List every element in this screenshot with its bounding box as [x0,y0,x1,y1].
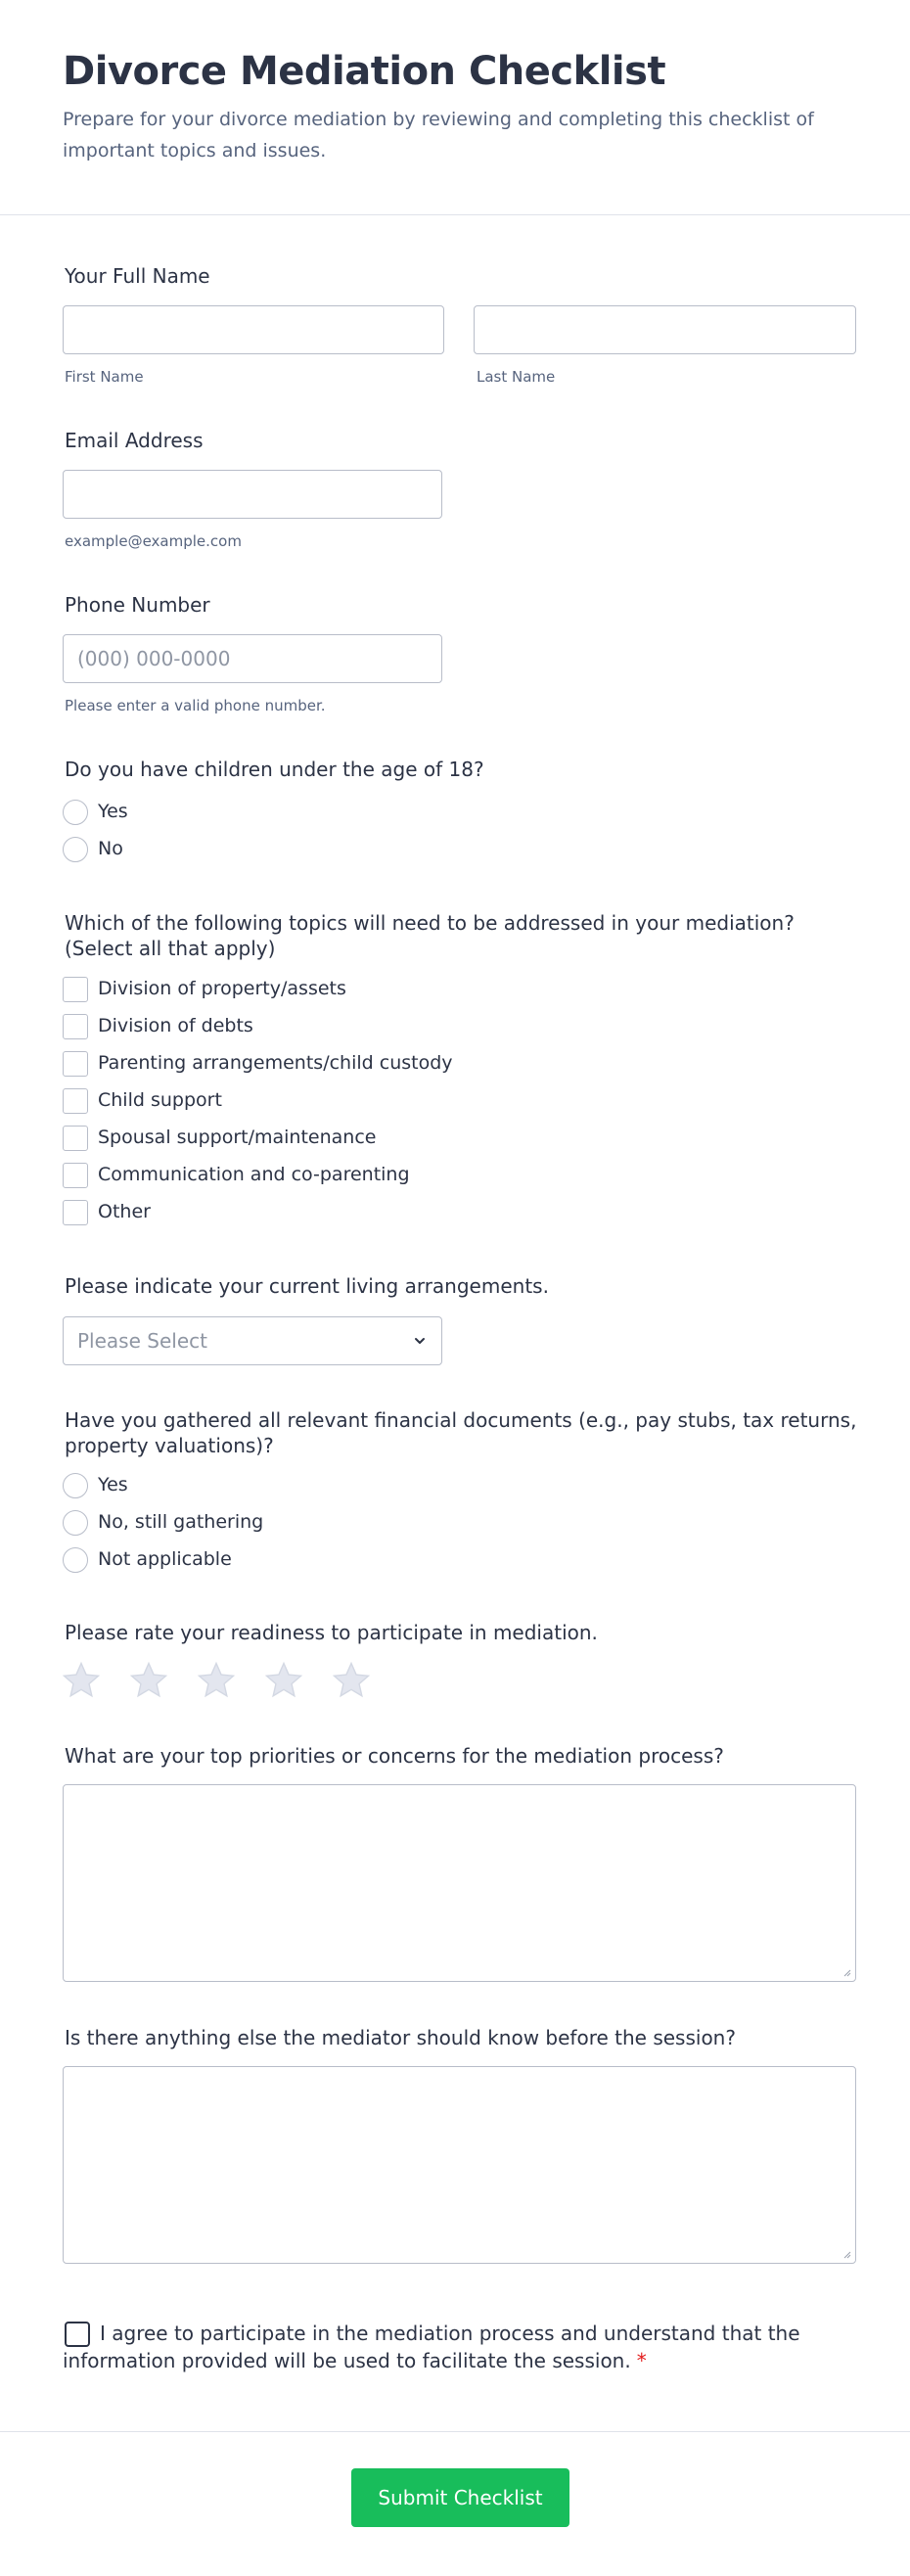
phone-label: Phone Number [65,593,210,617]
form-header [0,0,910,215]
topic-debts-checkbox[interactable] [63,1014,88,1039]
topic-spousal-support-label[interactable]: Spousal support/maintenance [98,1127,377,1148]
star-4-icon[interactable] [263,1660,304,1701]
page-title: Divorce Mediation Checklist [63,49,666,94]
first-name-input[interactable] [63,305,444,354]
email-label: Email Address [65,429,204,452]
topic-communication-label[interactable]: Communication and co-parenting [98,1164,410,1185]
chevron-down-icon [410,1331,430,1351]
star-2-icon[interactable] [128,1660,169,1701]
financial-gathering-radio[interactable] [63,1510,88,1536]
full-name-label: Your Full Name [65,264,210,288]
submit-button[interactable]: Submit Checklist [351,2468,569,2527]
topic-spousal-support-checkbox[interactable] [63,1126,88,1151]
first-name-sublabel: First Name [65,368,144,386]
topic-property-label[interactable]: Division of property/assets [98,978,346,999]
topic-parenting-label[interactable]: Parenting arrangements/child custody [98,1052,453,1074]
resize-grip-icon[interactable] [842,2249,851,2259]
living-question: Please indicate your current living arrangements. [65,1274,549,1298]
topics-question: Which of the following topics will need to be addressed in your mediation? (Select all that apply) [65,911,795,960]
children-question: Do you have children under the age of 18? [65,758,484,781]
priorities-textarea[interactable] [63,1784,856,1982]
footer-divider [0,2431,910,2432]
financial-question: Have you gathered all relevant financial documents (e.g., pay stubs, tax returns, property valuations)? [65,1408,857,1457]
topic-other-checkbox[interactable] [63,1200,88,1225]
financial-yes-radio[interactable] [63,1473,88,1498]
topic-child-support-checkbox[interactable] [63,1088,88,1114]
resize-grip-icon[interactable] [842,1967,851,1977]
children-yes-label[interactable]: Yes [98,801,128,822]
topic-other-label[interactable]: Other [98,1201,151,1222]
phone-placeholder: (000) 000-0000 [77,647,231,670]
financial-na-radio[interactable] [63,1547,88,1573]
star-1-icon[interactable] [61,1660,102,1701]
topic-child-support-label[interactable]: Child support [98,1089,222,1111]
topic-debts-label[interactable]: Division of debts [98,1015,253,1036]
topic-communication-checkbox[interactable] [63,1163,88,1188]
living-select[interactable] [63,1316,442,1365]
financial-yes-label[interactable]: Yes [98,1474,128,1495]
last-name-sublabel: Last Name [477,368,556,386]
phone-input[interactable] [63,634,442,683]
children-no-label[interactable]: No [98,838,123,859]
agreement-checkbox[interactable] [65,2322,90,2347]
children-yes-radio[interactable] [63,800,88,825]
priorities-question: What are your top priorities or concerns for the mediation process? [65,1744,724,1768]
last-name-input[interactable] [474,305,856,354]
other-info-question: Is there anything else the mediator should know before the session? [65,2026,736,2049]
topic-property-checkbox[interactable] [63,977,88,1002]
other-info-textarea[interactable] [63,2066,856,2264]
required-asterisk: * [636,2349,647,2372]
email-input[interactable] [63,470,442,519]
agreement-label[interactable]: I agree to participate in the mediation process and understand that the information provided will be used to facilitate the session. [63,2322,800,2372]
email-sublabel: example@example.com [65,532,242,550]
financial-na-label[interactable]: Not applicable [98,1548,232,1570]
page-subtitle: Prepare for your divorce mediation by reviewing and completing this checklist of important topics and issues. [63,109,814,161]
children-no-radio[interactable] [63,837,88,862]
star-5-icon[interactable] [331,1660,372,1701]
star-3-icon[interactable] [196,1660,237,1701]
topic-parenting-checkbox[interactable] [63,1051,88,1077]
phone-sublabel: Please enter a valid phone number. [65,697,326,714]
financial-gathering-label[interactable]: No, still gathering [98,1511,264,1533]
readiness-question: Please rate your readiness to participate in mediation. [65,1621,598,1644]
living-select-value: Please Select [77,1329,207,1353]
agreement-text [63,2320,845,2374]
